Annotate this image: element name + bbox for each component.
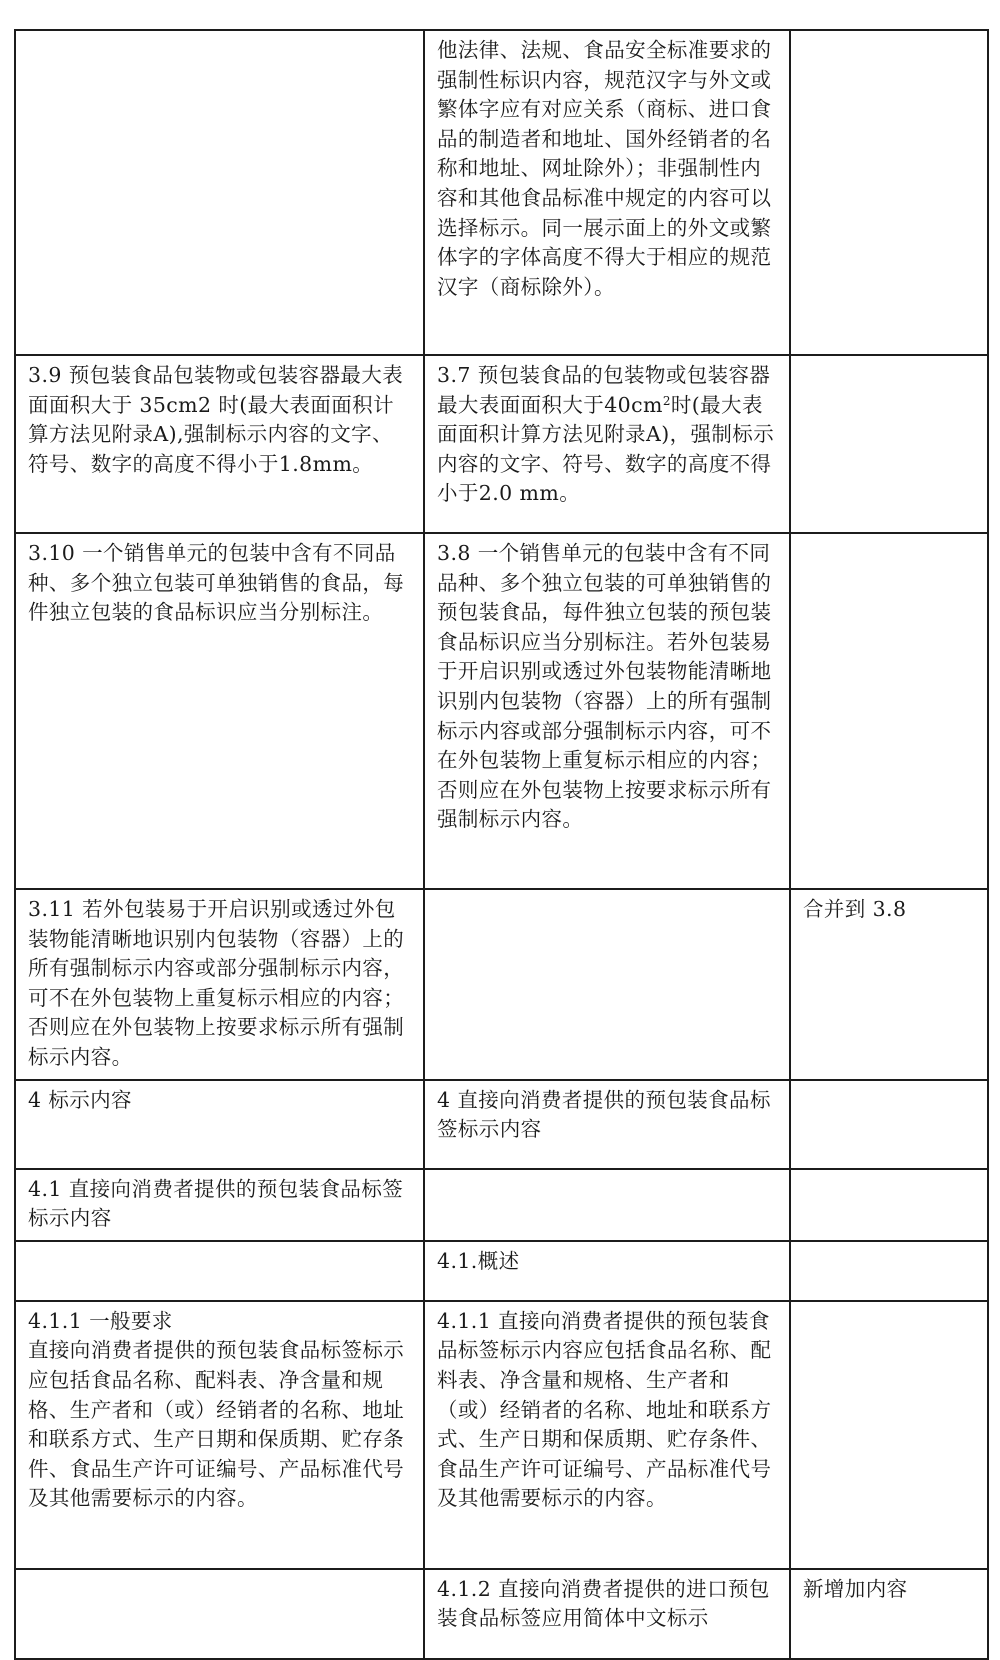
old-clause-title: 4.1.1 一般要求: [28, 1308, 173, 1333]
table-row: [15, 1301, 988, 1569]
new-clause-cell: 4 直接向消费者提供的预包装食品标签标示内容: [424, 1080, 790, 1169]
superscript-2: 2: [662, 393, 671, 408]
new-clause-cell: 4.1.2 直接向消费者提供的进口预包装食品标签应用简体中文标示: [424, 1569, 790, 1659]
old-clause-cell: 4.1 直接向消费者提供的预包装食品标签标示内容: [15, 1169, 424, 1241]
table-row: [15, 1169, 988, 1241]
table-row: [15, 355, 988, 533]
note-cell: [790, 30, 988, 355]
old-clause-cell: [15, 1569, 424, 1659]
note-cell: [790, 1301, 988, 1569]
new-clause-cell: [424, 1169, 790, 1241]
note-cell: [790, 1241, 988, 1301]
old-clause-cell: 3.10 一个销售单元的包装中含有不同品种、多个独立包装可单独销售的食品，每件独立包装的食品标识应当分别标注。: [15, 533, 424, 889]
new-clause-cell: 他法律、法规、食品安全标准要求的强制性标识内容，规范汉字与外文或繁体字应有对应关系（商标、进口食品的制造者和地址、国外经销者的名称和地址、网址除外）；非强制性内容和其他食品标准中规定的内容可以选择标示。同一展示面上的外文或繁体字的字体高度不得大于相应的规范汉字（商标除外）。: [424, 30, 790, 355]
table-row: [15, 30, 988, 355]
old-clause-cell: [15, 1241, 424, 1301]
table-row: [15, 533, 988, 889]
table-row: [15, 1080, 988, 1169]
table-row: [15, 1569, 988, 1659]
table-row: [15, 1241, 988, 1301]
note-cell: [790, 1169, 988, 1241]
old-clause-cell: 3.11 若外包装易于开启识别或透过外包装物能清晰地识别内包装物（容器）上的所有强制标示内容或部分强制标示内容，可不在外包装物上重复标示相应的内容；否则应在外包装物上按要求标示所有强制标示内容。: [15, 889, 424, 1080]
new-clause-cell: [424, 889, 790, 1080]
comparison-table: [14, 29, 989, 1660]
note-cell: [790, 1080, 988, 1169]
old-clause-cell: [15, 1301, 424, 1569]
new-clause-cell: 4.1.概述: [424, 1241, 790, 1301]
new-clause-cell: 4.1.1 直接向消费者提供的预包装食品标签标示内容应包括食品名称、配料表、净含量和规格、生产者和（或）经销者的名称、地址和联系方式、生产日期和保质期、贮存条件、食品生产许可证编号、产品标准代号及其他需要标示的内容。: [424, 1301, 790, 1569]
note-cell: [790, 533, 988, 889]
old-clause-cell: [15, 30, 424, 355]
note-cell: 合并到 3.8: [790, 889, 988, 1080]
note-cell: 新增加内容: [790, 1569, 988, 1659]
note-cell: [790, 355, 988, 533]
table-row: [15, 889, 988, 1080]
old-clause-cell: 4 标示内容: [15, 1080, 424, 1169]
old-clause-body: 直接向消费者提供的预包装食品标签标示应包括食品名称、配料表、净含量和规格、生产者和（或）经销者的名称、地址和联系方式、生产日期和保质期、贮存条件、食品生产许可证编号、产品标准代号及其他需要标示的内容。: [28, 1338, 405, 1511]
new-clause-text-pre: 3.7 预包装食品的包装物或包装容器最大表面面积大于40cm: [437, 363, 771, 417]
old-clause-cell: 3.9 预包装食品包装物或包装容器最大表面面积大于 35cm2 时(最大表面面积计算方法见附录A),强制标示内容的文字、符号、数字的高度不得小于1.8mm。: [15, 355, 424, 533]
new-clause-cell: [424, 355, 790, 533]
new-clause-cell: 3.8 一个销售单元的包装中含有不同品种、多个独立包装的可单独销售的预包装食品，每件独立包装的预包装食品标识应当分别标注。若外包装易于开启识别或透过外包装物能清晰地识别内包装物（容器）上的所有强制标示内容或部分强制标示内容，可不在外包装物上重复标示相应的内容；否则应在外包装物上按要求标示所有强制标示内容。: [424, 533, 790, 889]
new-clause-text-post: 时(最大表面面积计算方法见附录A)，强制标示内容的文字、符号、数字的高度不得小于2.0 mm。: [437, 392, 775, 506]
